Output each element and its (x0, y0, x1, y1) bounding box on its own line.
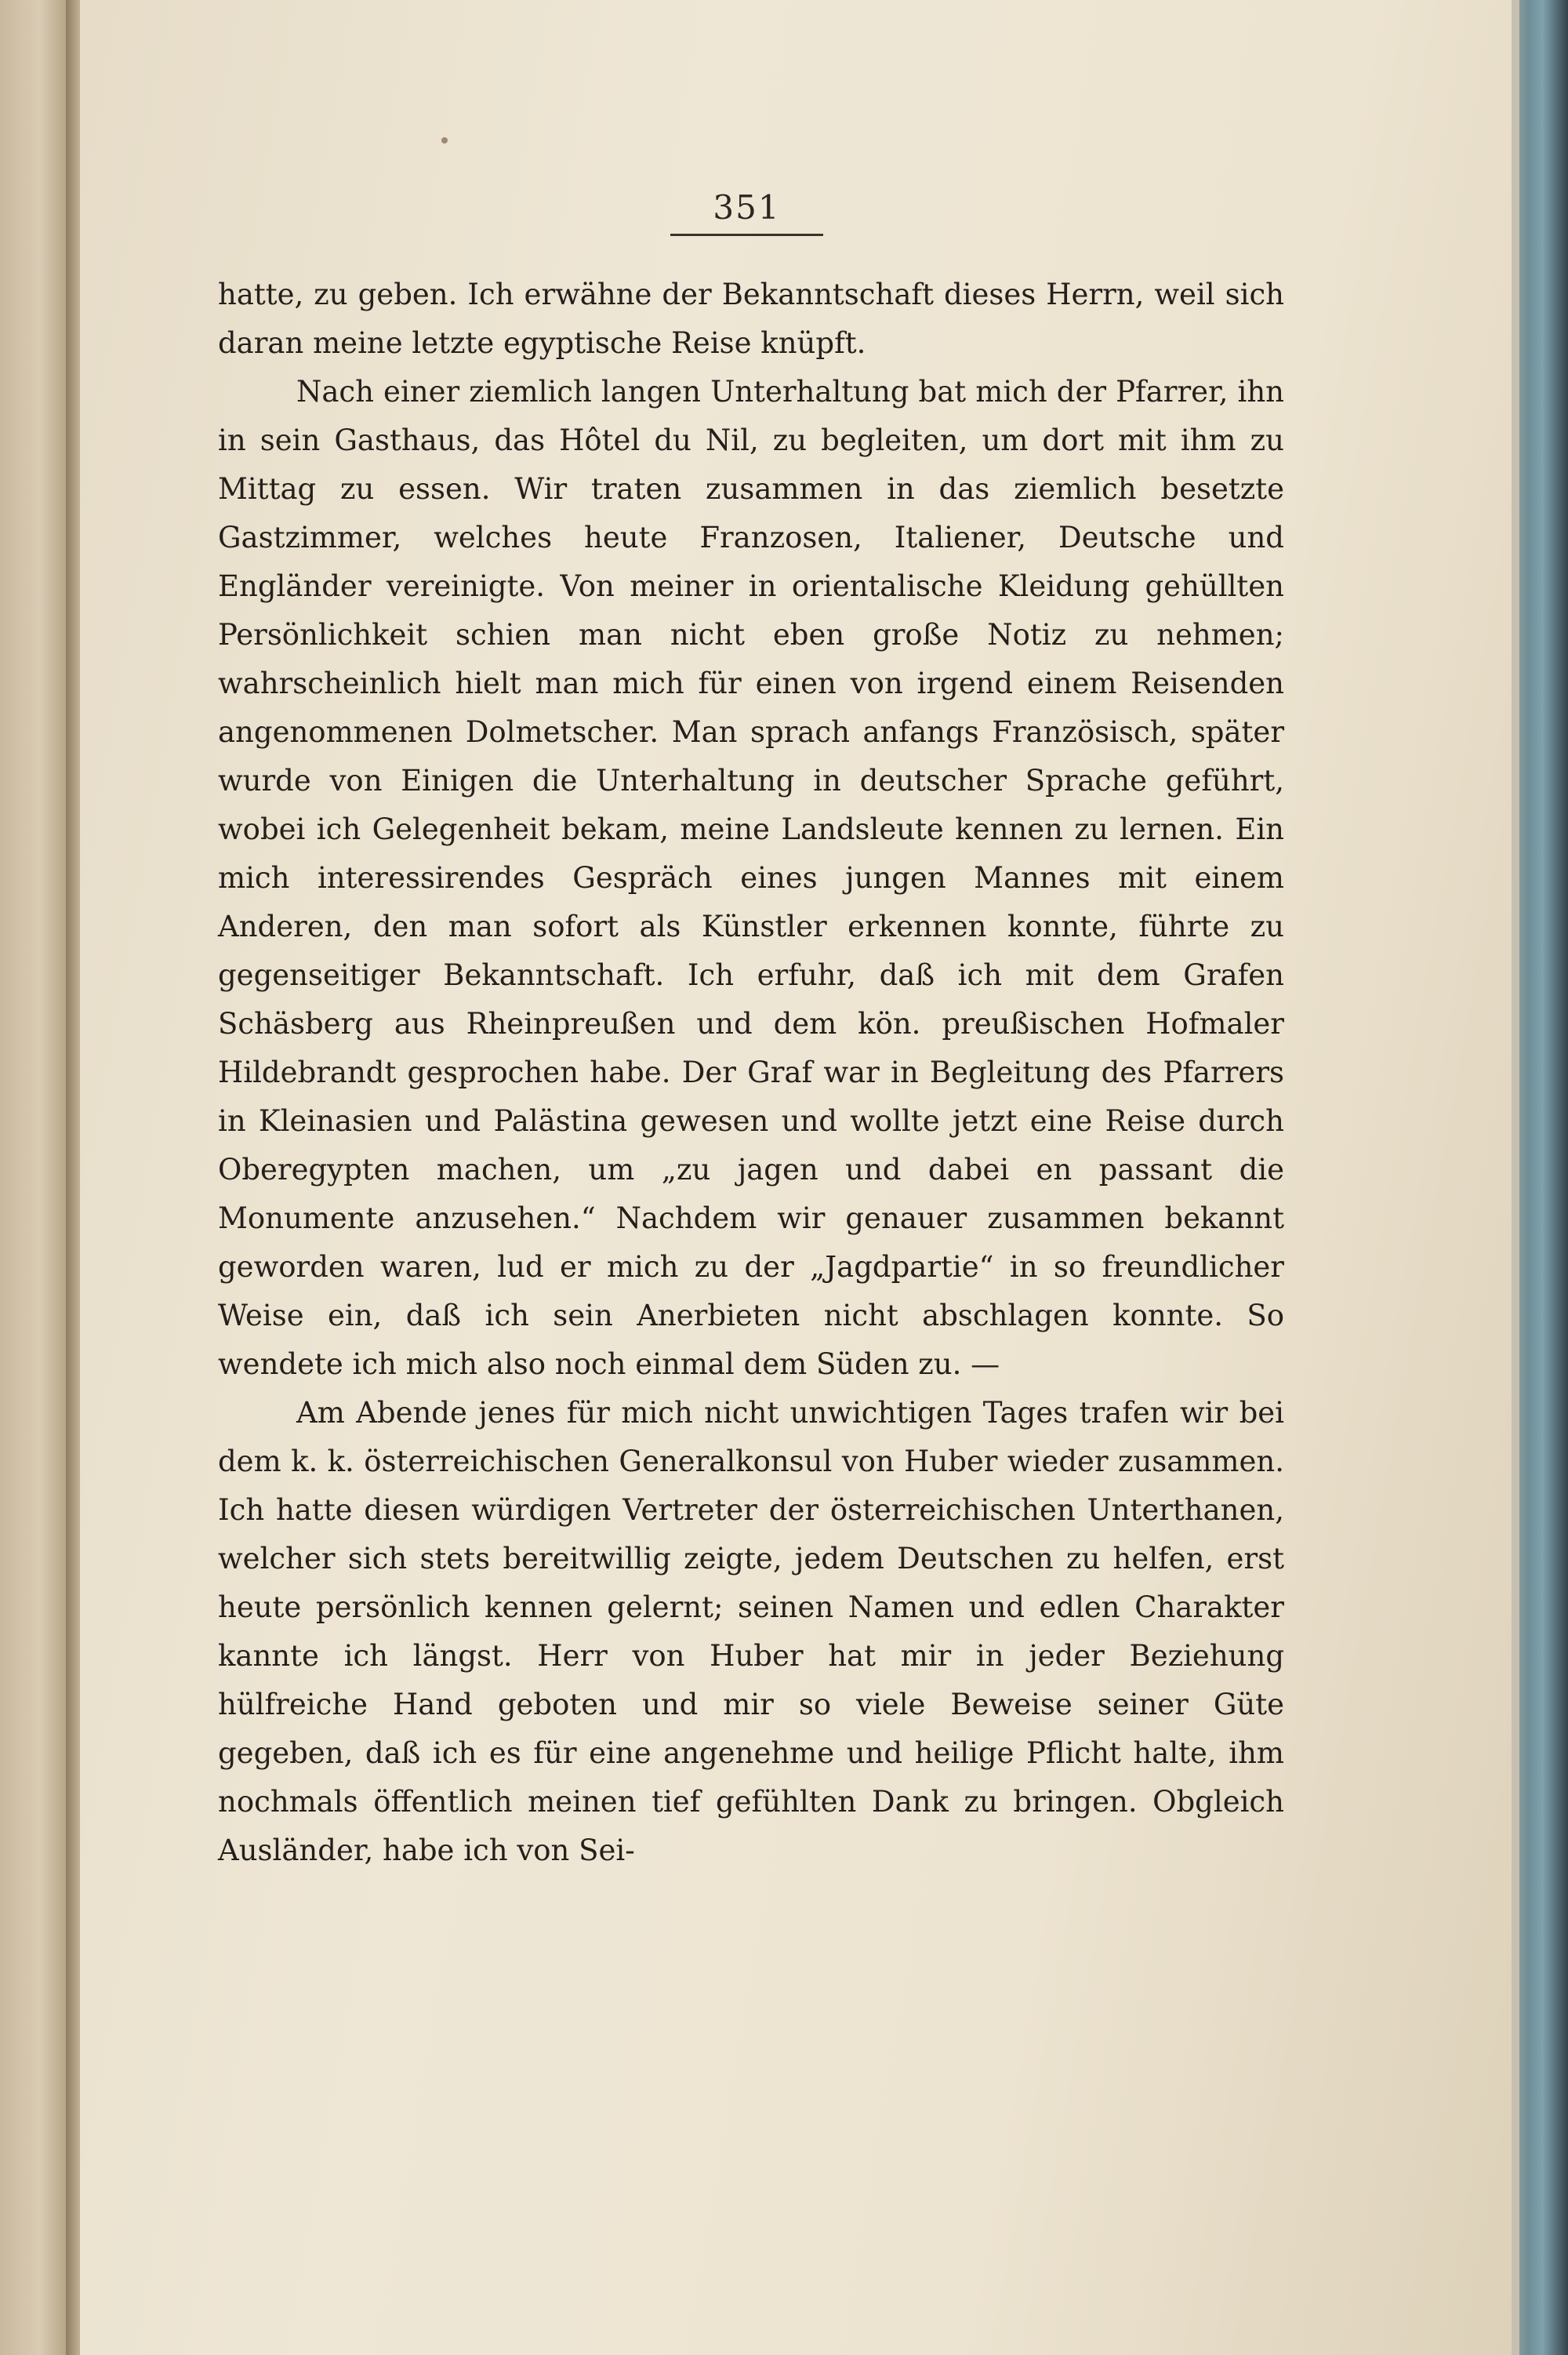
paragraph: Nach einer ziemlich langen Unterhaltung bat mich der Pfarrer, ihn in sein Gasthaus, das Hôtel du Nil, zu begleiten, um dort mit ihm zu Mittag zu essen. Wir traten zusammen in das ziemlich besetzte Gastzimmer, welches heute Franzosen, Italiener, Deutsche und Engländer vereinigte. Von meiner in orientalische Kleidung gehüllten Persönlichkeit schien man nicht eben große Notiz zu nehmen; wahrscheinlich hielt man mich für einen von irgend einem Reisenden angenommenen Dolmetscher. Man sprach anfangs Französisch, später wurde von Einigen die Unterhaltung in deutscher Sprache geführt, wobei ich Gelegenheit bekam, meine Landsleute kennen zu lernen. Ein mich interessirendes Gespräch eines jungen Mannes mit einem Anderen, den man sofort als Künstler erkennen konnte, führte zu gegenseitiger Bekanntschaft. Ich erfuhr, daß ich mit dem Grafen Schäsberg aus Rheinpreußen und dem kön. preußischen Hofmaler Hildebrandt gesprochen habe. Der Graf war in Begleitung des Pfarrers in Kleinasien und Palästina gewesen und wollte jetzt eine Reise durch Oberegypten machen, um „zu jagen und dabei en passant die Monumente anzusehen.“ Nachdem wir genauer zusammen bekannt geworden waren, lud er mich zu der „Jagdpartie“ in so freundlicher Weise ein, daß ich sein Anerbieten nicht abschlagen konnte. So wendete ich mich also noch einmal dem Süden zu. — (218, 375, 1284, 1381)
page-number: 351 (713, 188, 781, 227)
book-binding-edge (1512, 0, 1568, 2355)
paragraph-continuation: hatte, zu geben. Ich erwähne der Bekanntschaft dieses Herrn, weil sich daran meine letzte egyptische Reise knüpft. (218, 278, 1284, 360)
book-gutter (66, 0, 80, 2355)
header-rule (670, 234, 823, 236)
body-text (218, 271, 1284, 1875)
paper-speck (441, 137, 448, 144)
page-header (670, 188, 823, 236)
previous-page-edge (0, 0, 66, 2355)
paragraph: Am Abende jenes für mich nicht unwichtigen Tages trafen wir bei dem k. k. österreichischen Generalkonsul von Huber wieder zusammen. Ich hatte diesen würdigen Vertreter der österreichischen Unterthanen, welcher sich stets bereitwillig zeigte, jedem Deutschen zu helfen, erst heute persönlich kennen gelernt; seinen Namen und edlen Charakter kannte ich längst. Herr von Huber hat mir in jeder Beziehung hülfreiche Hand geboten und mir so viele Beweise seiner Güte gegeben, daß ich es für eine angenehme und heilige Pflicht halte, ihm nochmals öffentlich meinen tief gefühlten Dank zu bringen. Obgleich Ausländer, habe ich von Sei- (218, 1396, 1284, 1867)
